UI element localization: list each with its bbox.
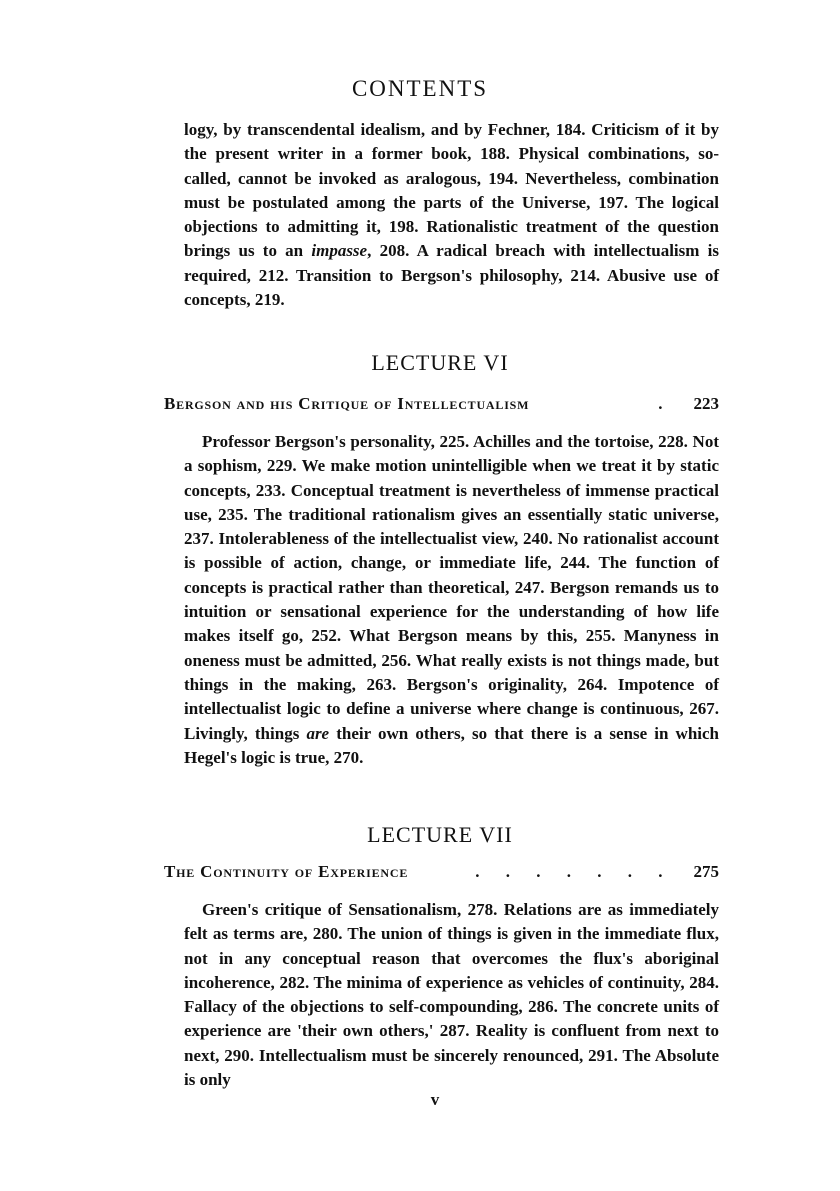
lecture-vi-summary: [184, 430, 719, 770]
lecture-vii-title: The Continuity of Experience: [164, 862, 409, 881]
page-folio: v: [430, 1090, 440, 1109]
lecture-vii-leader: . . . . . . .: [475, 862, 674, 881]
lecture-vi-heading: LECTURE VI: [371, 350, 509, 375]
lecture-vi-summary-after: their own others, so that there is a sense in which Hegel's logic is true, 270.: [184, 723, 719, 767]
intro-text-emphasis: impasse: [311, 241, 368, 261]
lecture-vii-summary: Green's critique of Sensationalism, 278. Relations are as immediately felt as terms are, 280. The union of things is given in the immediate flux, not in any conceptual reason that overcomes the flux's aboriginal incoherence, 282. The minima of experience as vehicles of continuity, 284. Fallacy of the objections to self-compounding, 286. The concrete units of experience are 'their own others,' 287. Reality is confluent from next to next, 290. Intellectualism must be sincerely renounced, 291. The Absolute is only: [184, 900, 719, 1090]
intro-text-after: , 208. A radical breach with intellectualism is required, 212. Transition to Bergson's philosophy, 214. Abusive use of concepts, 219.: [184, 241, 719, 310]
lecture-vi-summary-before: Professor Bergson's personality, 225. Achilles and the tortoise, 228. Not a sophism, 229. We make motion unintelligible when we treat it by static concepts, 233. Conceptual treatment is nevertheless of immense practical use, 235. The traditional rationalism gives an essentially static universe, 237. Intolerableness of the intellectualist view, 240. No rationalist account is possible of action, change, or immediate life, 244. The function of concepts is practical rather than theoretical, 247. Bergson remands us to intuition or sensational experience for the understanding of how life makes itself go, 252. What Bergson means by this, 255. Manyness in oneness must be admitted, 256. What really exists is not things made, but things in the making, 263. Bergson's originality, 264. Impotence of intellectualist logic to define a universe where change is continuous, 267. Livingly, things: [184, 432, 719, 743]
lecture-vi-toc-entry: [164, 394, 719, 414]
lecture-vi-title: Bergson and his Critique of Intellectualism: [164, 394, 530, 413]
intro-paragraph: [184, 118, 719, 312]
intro-text-before: logy, by transcendental idealism, and by Fechner, 184. Criticism of it by the present writer in a former book, 188. Physical combinations, so-called, cannot be invoked as aralogous, 194. Nevertheless, combination must be postulated among the parts of the Universe, 197. The logical objections to admitting it, 198. Rationalistic treatment of the question brings us to an: [184, 120, 719, 261]
lecture-vii-page-number: 275: [693, 862, 719, 881]
running-head: CONTENTS: [351, 76, 489, 101]
lecture-vii-toc-entry: [164, 862, 719, 882]
lecture-vi-leader: .: [658, 394, 674, 413]
lecture-vi-page-number: 223: [693, 394, 719, 413]
lecture-vii-heading: LECTURE VII: [367, 822, 513, 847]
lecture-vi-summary-emphasis: are: [306, 723, 330, 743]
